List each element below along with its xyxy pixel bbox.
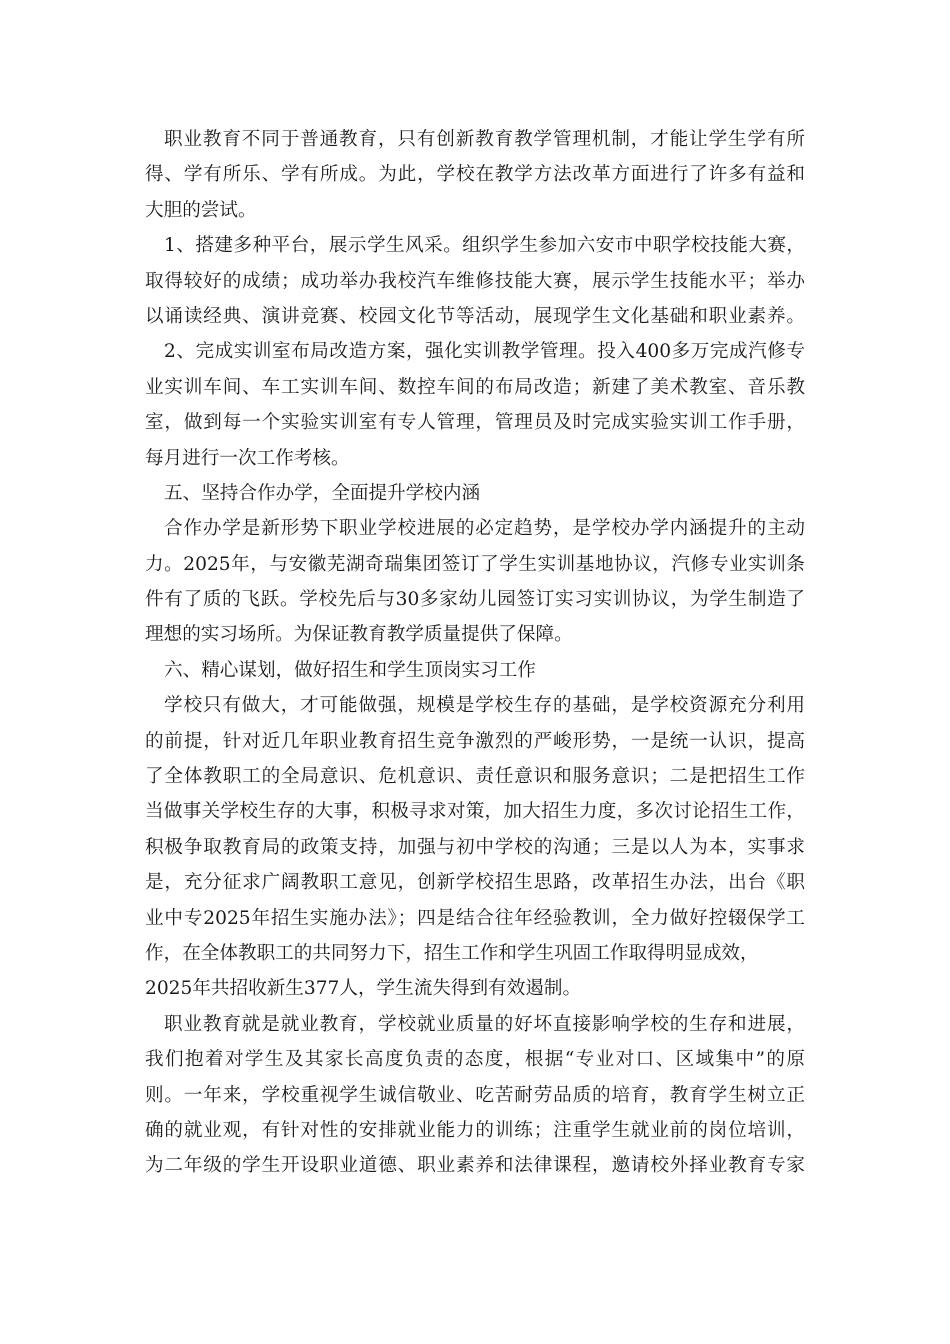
- text-line: 每月进行一次工作考核。: [145, 447, 350, 469]
- text-line: 合作办学是新形势下职业学校进展的必定趋势，是学校办学内涵提升的主动: [164, 518, 805, 540]
- text-line: 大胆的尝试。: [145, 199, 257, 221]
- text-line: 2、完成实训室布局改造方案，强化实训教学管理。投入400多万完成汽修专: [164, 341, 805, 363]
- text-line: 业实训车间、车工实训车间、数控车间的布局改造；新建了美术教室、音乐教: [145, 376, 805, 398]
- text-line: 理想的实习场所。为保证教育教学质量提供了保障。: [145, 624, 573, 646]
- text-line: 职业教育不同于普通教育，只有创新教育教学管理机制，才能让学生学有所: [164, 129, 805, 150]
- text-line: 以诵读经典、演讲竞赛、校园文化节等活动，展现学生文化基础和职业素养。: [145, 305, 805, 327]
- text-line: 职业教育就是就业教育，学校就业质量的好坏直接影响学校的生存和进展，: [164, 1013, 805, 1035]
- document-body: [145, 122, 805, 1184]
- text-line: 为二年级的学生开设职业道德、职业素养和法律课程，邀请校外择业教育专家: [145, 1155, 805, 1177]
- text-line: 积极争取教育局的政策支持，加强与初中学校的沟通；三是以人为本，实事求: [145, 836, 805, 858]
- text-line: 我们抱着对学生及其家长高度负责的态度，根据“专业对口、区域集中”的原: [145, 1049, 805, 1071]
- text-line: 取得较好的成绩；成功举办我校汽车维修技能大赛，展示学生技能水平；举办: [145, 270, 805, 292]
- text-line: 当做事关学校生存的大事，积极寻求对策，加大招生力度，多次讨论招生工作，: [145, 801, 805, 823]
- text-line: 作，在全体教职工的共同努力下，招生工作和学生巩固工作取得明显成效，: [145, 942, 759, 964]
- text-line: 的前提，针对近几年职业教育招生竞争激烈的严峻形势，一是统一认识，提高: [145, 730, 805, 752]
- text-line: 了全体教职工的全局意识、危机意识、责任意识和服务意识；二是把招生工作: [145, 766, 805, 788]
- text-line: 则。一年来，学校重视学生诚信敬业、吃苦耐劳品质的培育，教育学生树立正: [145, 1084, 805, 1106]
- text-line: 件有了质的飞跃。学校先后与30多家幼儿园签订实习实训协议，为学生制造了: [145, 589, 805, 611]
- text-line: 是，充分征求广阔教职工意见，创新学校招生思路，改革招生办法，出台《职: [145, 872, 805, 894]
- text-line: 力。2025年，与安徽芜湖奇瑞集团签订了学生实训基地协议，汽修专业实训条: [145, 553, 805, 575]
- text-line: 2025年共招收新生377人，学生流失得到有效遏制。: [145, 978, 582, 1000]
- text-line: 得、学有所乐、学有所成。为此，学校在教学方法改革方面进行了许多有益和: [145, 164, 805, 186]
- text-line: 室，做到每一个实验实训室有专人管理，管理员及时完成实验实训工作手册，: [145, 412, 805, 434]
- text-line: 确的就业观，有针对性的安排就业能力的训练；注重学生就业前的岗位培训，: [145, 1119, 805, 1141]
- text-line: 学校只有做大，才可能做强，规模是学校生存的基础，是学校资源充分利用: [164, 695, 805, 717]
- section-heading: 五、坚持合作办学，全面提升学校内涵: [164, 482, 481, 504]
- text-line: 业中专2025年招生实施办法》；四是结合往年经验教训，全力做好控辍保学工: [145, 907, 805, 929]
- section-heading: 六、精心谋划，做好招生和学生顶岗实习工作: [164, 659, 536, 681]
- text-line: 1、搭建多种平台，展示学生风采。组织学生参加六安市中职学校技能大赛，: [164, 235, 805, 257]
